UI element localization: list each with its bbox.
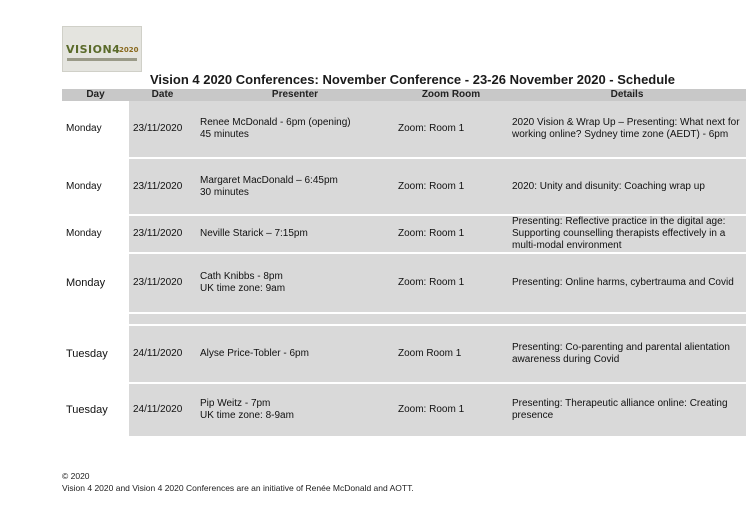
presenter-note: UK time zone: 9am xyxy=(200,283,286,294)
presenter-cell xyxy=(196,215,394,253)
day-cell: Tuesday xyxy=(62,383,129,437)
details-cell: Presenting: Reflective practice in the digital age: Supporting counselling therapists effectively in a multi-modal environment xyxy=(508,215,746,253)
details-cell: Presenting: Co-parenting and parental alientation awareness during Covid xyxy=(508,325,746,383)
logo-wordmark: VISION4 xyxy=(66,43,121,56)
zoom-room-cell: Zoom: Room 1 xyxy=(394,158,508,215)
day-cell: Monday xyxy=(62,101,129,158)
page-title: Vision 4 2020 Conferences: November Conference - 23-26 November 2020 - Schedule xyxy=(150,72,676,87)
header-details: Details xyxy=(508,89,746,101)
date-cell: 24/11/2020 xyxy=(129,383,196,437)
table-row xyxy=(62,101,746,158)
spacer-row xyxy=(62,313,746,325)
date-cell: 23/11/2020 xyxy=(129,158,196,215)
details-cell: 2020 Vision & Wrap Up – Presenting: What next for working online? Sydney time zone (AEDT) - 6pm xyxy=(508,101,746,158)
zoom-room-cell: Zoom: Room 1 xyxy=(394,215,508,253)
presenter-cell xyxy=(196,158,394,215)
presenter-note: UK time zone: 8-9am xyxy=(200,410,294,421)
vision-2020-logo xyxy=(62,26,142,72)
table-row xyxy=(62,215,746,253)
date-cell: 24/11/2020 xyxy=(129,325,196,383)
logo-underline xyxy=(67,58,137,61)
presenter-cell xyxy=(196,383,394,437)
header-presenter: Presenter xyxy=(196,89,394,101)
presenter-note: 45 minutes xyxy=(200,129,249,140)
table-row xyxy=(62,253,746,313)
header-date: Date xyxy=(129,89,196,101)
details-cell: Presenting: Online harms, cybertrauma and Covid xyxy=(508,253,746,313)
zoom-room-cell: Zoom: Room 1 xyxy=(394,383,508,437)
presenter-name: Cath Knibbs - 8pm xyxy=(200,271,283,282)
day-cell: Tuesday xyxy=(62,325,129,383)
zoom-room-cell: Zoom: Room 1 xyxy=(394,101,508,158)
day-cell: Monday xyxy=(62,215,129,253)
date-cell: 23/11/2020 xyxy=(129,215,196,253)
presenter-name: Alyse Price-Tobler - 6pm xyxy=(200,348,309,359)
date-cell: 23/11/2020 xyxy=(129,253,196,313)
header-day: Day xyxy=(62,89,129,101)
details-cell: Presenting: Therapeutic alliance online: Creating presence xyxy=(508,383,746,437)
presenter-name: Neville Starick – 7:15pm xyxy=(200,228,308,239)
schedule-table xyxy=(62,89,746,438)
zoom-room-cell: Zoom: Room 1 xyxy=(394,253,508,313)
date-cell: 23/11/2020 xyxy=(129,101,196,158)
zoom-room-cell: Zoom Room 1 xyxy=(394,325,508,383)
details-cell: 2020: Unity and disunity: Coaching wrap up xyxy=(508,158,746,215)
presenter-cell xyxy=(196,101,394,158)
presenter-cell xyxy=(196,325,394,383)
footer xyxy=(62,470,414,494)
presenter-note: 30 minutes xyxy=(200,186,249,198)
table-row xyxy=(62,158,746,215)
presenter-name: Renee McDonald - 6pm (opening) xyxy=(200,117,351,128)
day-cell: Monday xyxy=(62,158,129,215)
header-zoom-room: Zoom Room xyxy=(394,89,508,101)
day-cell: Monday xyxy=(62,253,129,313)
footer-copyright: © 2020 xyxy=(62,471,90,481)
header-row xyxy=(62,89,746,101)
presenter-name: Margaret MacDonald – 6:45pm xyxy=(200,174,338,186)
presenter-cell xyxy=(196,253,394,313)
presenter-name: Pip Weitz - 7pm xyxy=(200,398,271,409)
logo-year: 2020 xyxy=(119,46,139,54)
table-row xyxy=(62,325,746,383)
table-row xyxy=(62,383,746,437)
footer-note: Vision 4 2020 and Vision 4 2020 Conferences are an initiative of Renée McDonald and AOTT. xyxy=(62,483,414,493)
